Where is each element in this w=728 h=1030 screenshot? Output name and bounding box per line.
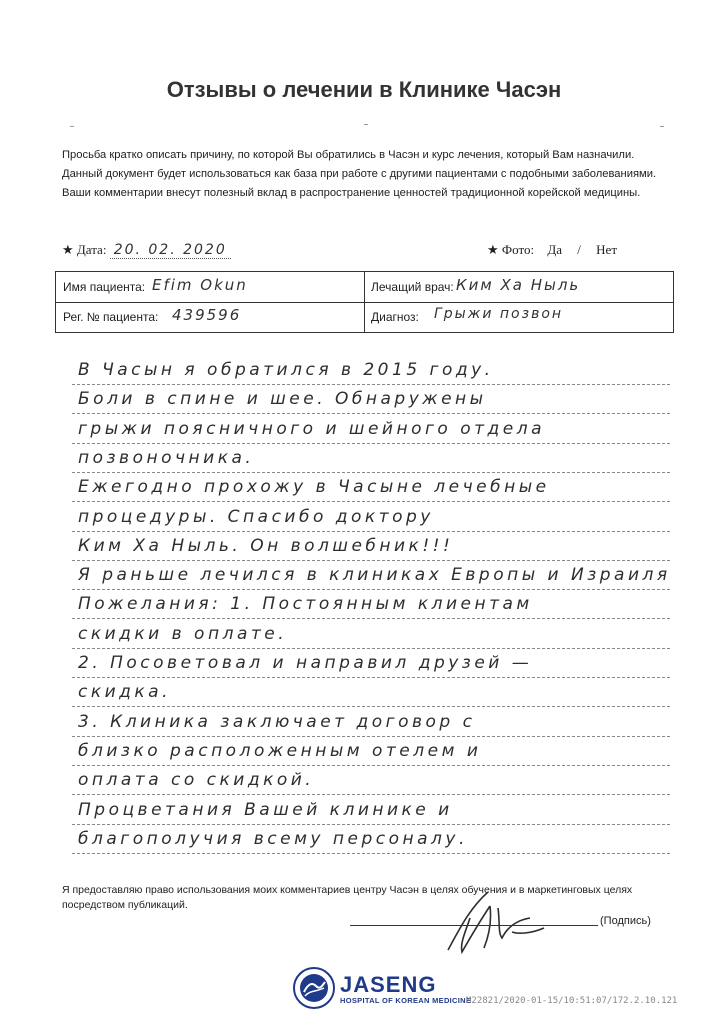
handwritten-line: позвоночника.	[78, 447, 255, 468]
document-code: M22821/2020-01-15/10:51:07/172.2.10.121	[466, 996, 678, 1006]
reg-number-label: Рег. № пациента:	[63, 310, 159, 324]
handwritten-line: оплата со скидкой.	[78, 770, 315, 791]
page-title: Отзывы о лечении в Клинике Часэн	[166, 77, 562, 102]
photo-separator: /	[577, 242, 581, 257]
diagnosis-label: Диагноз:	[371, 310, 419, 324]
jaseng-seal-logo	[292, 966, 336, 1010]
star-icon: ★	[487, 242, 499, 257]
handwritten-line: 3. Клиника заключает договор с	[78, 711, 476, 732]
handwritten-line: Процветания Вашей клинике и	[78, 799, 453, 820]
handwritten-line: Боли в спине и шее. Обнаружены	[78, 389, 487, 410]
logo-sub-text: HOSPITAL OF KOREAN MEDICINE	[340, 996, 472, 1005]
intro-line: Данный документ будет использоваться как база при работе с другими пациентами с подобными заболеваниями.	[62, 168, 657, 180]
ruled-line	[72, 853, 670, 854]
handwritten-line: близко расположенным отелем и	[78, 740, 482, 761]
ruled-line	[72, 824, 670, 825]
ruled-line	[72, 706, 670, 707]
handwritten-line: В Часын я обратился в 2015 году.	[78, 360, 494, 380]
photo-label: Фото:	[501, 242, 535, 257]
handwritten-line: Ежегодно прохожу в Часыне лечебные	[78, 477, 550, 498]
photo-row	[487, 242, 617, 258]
handwritten-line: процедуры. Спасибо доктору	[78, 506, 434, 527]
handwritten-line: Ким Ха Ныль. Он волшебник!!!	[78, 535, 454, 556]
ruled-line	[72, 618, 670, 619]
ruled-line	[72, 560, 670, 561]
intro-text	[62, 146, 682, 203]
table-divider	[364, 272, 365, 332]
ruled-line	[72, 736, 670, 737]
ruled-line	[72, 472, 670, 473]
handwritten-line: 2. Посоветовал и направил друзей —	[78, 653, 533, 673]
reg-number-field[interactable]: 439596	[172, 306, 242, 324]
divider-dot	[660, 126, 664, 127]
doctor-field[interactable]: Ким Ха Ныль	[456, 276, 581, 294]
photo-yes-option[interactable]: Да	[547, 242, 563, 257]
intro-line: Просьба кратко описать причину, по которой Вы обратились в Часэн и курс лечения, который Вам назначили.	[62, 149, 635, 161]
ruled-line	[72, 589, 670, 590]
signature-image	[440, 888, 550, 958]
ruled-line	[72, 501, 670, 502]
diagnosis-field[interactable]: Грыжи позвон	[434, 306, 564, 322]
logo-main-text: JASENG	[340, 972, 437, 997]
ruled-line	[72, 648, 670, 649]
patient-name-field[interactable]: Efim Okun	[152, 276, 248, 294]
handwritten-line: Пожелания: 1. Постоянным клиентам	[78, 594, 533, 615]
patient-info-table	[55, 271, 674, 333]
ruled-line	[72, 531, 670, 532]
ruled-line	[72, 413, 670, 414]
consent-text: Я предоставляю право использования моих комментариев центру Часэн в целях обучения и в маркетинговых целях посредством публикаций.	[62, 884, 633, 911]
intro-line: Ваши комментарии внесут полезный вклад в распространение ценностей традиционной корейской медицины.	[62, 187, 641, 199]
signature-label: (Подпись)	[600, 915, 651, 927]
doctor-label: Лечащий врач:	[371, 280, 454, 294]
divider-dot	[70, 126, 74, 127]
ruled-line	[72, 794, 670, 795]
ruled-line	[72, 443, 670, 444]
ruled-line	[72, 677, 670, 678]
ruled-line	[72, 765, 670, 766]
star-icon: ★	[62, 242, 74, 257]
signature-line	[350, 925, 598, 926]
ruled-line	[72, 384, 670, 385]
date-value[interactable]: 20. 02. 2020	[110, 242, 231, 259]
handwritten-line: скидки в оплате.	[78, 623, 288, 644]
handwritten-line: скидка.	[78, 682, 172, 703]
jaseng-logo	[340, 972, 471, 1005]
patient-name-label: Имя пациента:	[63, 280, 146, 294]
handwritten-line: Я раньше лечился в клиниках Европы и Израиля	[78, 565, 671, 586]
photo-no-option[interactable]: Нет	[596, 242, 617, 257]
date-label: Дата:	[76, 242, 107, 257]
handwritten-line: благополучия всему персоналу.	[78, 828, 468, 849]
divider-dot	[364, 124, 368, 125]
handwritten-line: грыжи поясничного и шейного отдела	[78, 418, 546, 439]
date-row	[62, 242, 231, 258]
